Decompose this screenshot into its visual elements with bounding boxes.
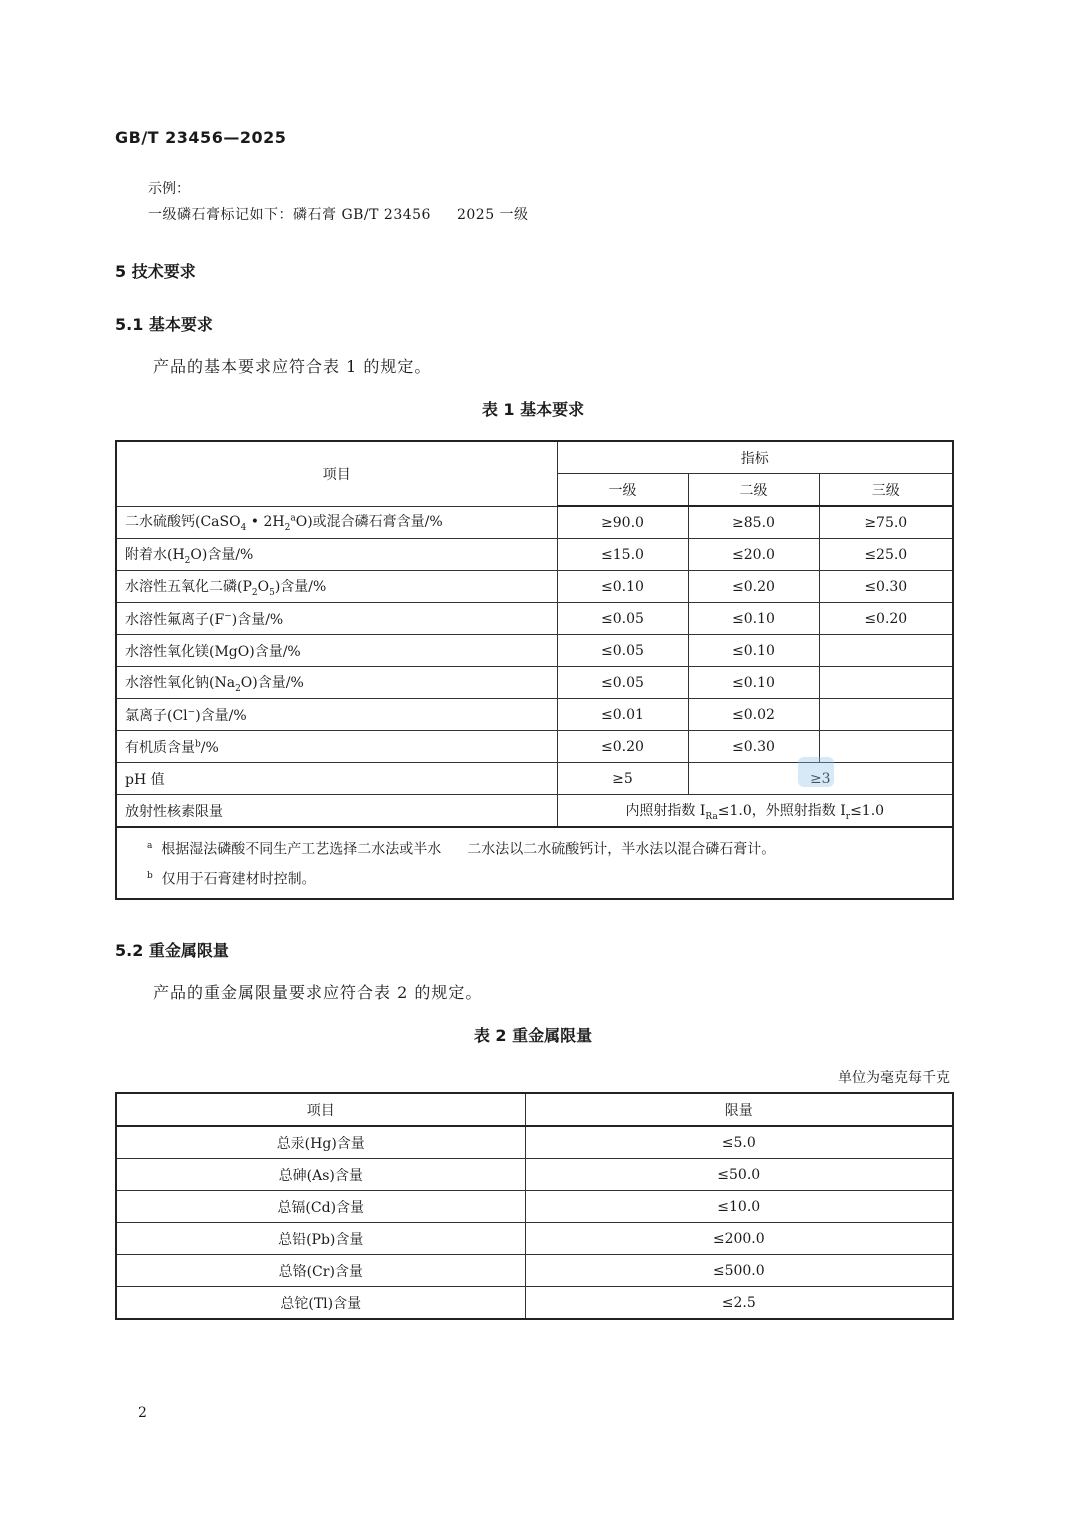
- row-label: 水溶性氧化镁(MgO)含量/%: [116, 635, 557, 667]
- footnote-a: $^a$ 根据湿法磷酸不同生产工艺选择二水法或半水 二水法以二水硫酸钙计，半水法以混合磷石膏计。: [147, 841, 776, 858]
- grade-2-value: ≤0.02: [688, 699, 819, 731]
- table1-header-item: 项目: [116, 441, 557, 506]
- table1-header-index: 指标: [557, 441, 953, 474]
- heavy-metal-limits-table: [115, 1092, 954, 1320]
- metal-limit: ≤10.0: [525, 1191, 953, 1223]
- section-5-1-paragraph: 产品的基本要求应符合表 1 的规定。: [153, 357, 432, 376]
- metal-item: 总汞(Hg)含量: [116, 1126, 525, 1159]
- grade-1-value: ≤0.05: [557, 667, 688, 699]
- grade-2-value: ≤0.30: [688, 731, 819, 763]
- table-row: [116, 1255, 953, 1287]
- ph-grade-2-3: ≥3: [688, 763, 953, 795]
- radionuclide-label: 放射性核素限量: [116, 795, 557, 828]
- basic-requirements-table: [115, 440, 954, 900]
- grade-1-value: ≥90.0: [557, 506, 688, 539]
- table-row: [116, 1191, 953, 1223]
- grade-1-value: ≤0.05: [557, 603, 688, 635]
- grade-3-value: [819, 699, 953, 731]
- grade-2-value: ≤20.0: [688, 539, 819, 571]
- table1-caption: 表 1 基本要求: [481, 400, 585, 419]
- grade-1-value: ≤0.10: [557, 571, 688, 603]
- row-label: 氯离子(Cl−)含量/%: [116, 699, 557, 731]
- table1-header-grade-3: 三级: [819, 474, 953, 507]
- metal-item: 总砷(As)含量: [116, 1159, 525, 1191]
- grade-3-value: [819, 667, 953, 699]
- ph-label: pH 值: [116, 763, 557, 795]
- grade-2-value: ≤0.10: [688, 635, 819, 667]
- metal-item: 总铅(Pb)含量: [116, 1223, 525, 1255]
- metal-limit: ≤5.0: [525, 1126, 953, 1159]
- table-row: [116, 506, 953, 539]
- grade-1-value: ≤0.05: [557, 635, 688, 667]
- grade-2-value: ≤0.10: [688, 603, 819, 635]
- grade-3-value: [819, 635, 953, 667]
- grade-2-value: ≤0.20: [688, 571, 819, 603]
- row-label: 水溶性氧化钠$(Na_2O)$含量/%: [116, 667, 557, 699]
- grade-2-value: ≥85.0: [688, 506, 819, 539]
- example-label: 示例：: [148, 181, 190, 197]
- section-5-2-title: 5.2 重金属限量: [115, 941, 229, 960]
- row-label: 水溶性五氧化二磷$(P_2O_5)$含量/%: [116, 571, 557, 603]
- table-row: [116, 667, 953, 699]
- table-row: [116, 795, 953, 828]
- row-label: 水溶性氟离子(F−)含量/%: [116, 603, 557, 635]
- table-row: [116, 571, 953, 603]
- page-number: 2: [138, 1405, 147, 1421]
- grade-1-value: ≤0.01: [557, 699, 688, 731]
- table2-header-item: 项目: [116, 1093, 525, 1126]
- table-row: [116, 699, 953, 731]
- section-5-2-paragraph: 产品的重金属限量要求应符合表 2 的规定。: [153, 983, 483, 1002]
- table1-header-grade-1: 一级: [557, 474, 688, 507]
- table-row: [116, 1223, 953, 1255]
- grade-3-value: ≥75.0: [819, 506, 953, 539]
- metal-limit: ≤200.0: [525, 1223, 953, 1255]
- table-row: [116, 603, 953, 635]
- section-5-title: 5 技术要求: [115, 262, 196, 281]
- table-row: [116, 539, 953, 571]
- grade-3-value: ≤0.30: [819, 571, 953, 603]
- table-row: [116, 635, 953, 667]
- table2-unit: 单位为毫克每千克: [838, 1070, 950, 1086]
- grade-2-value: ≤0.10: [688, 667, 819, 699]
- table1-footnotes: [116, 827, 953, 899]
- standard-number: GB/T 23456—2025: [115, 128, 287, 147]
- grade-1-value: ≤0.20: [557, 731, 688, 763]
- table2-caption: 表 2 重金属限量: [473, 1026, 593, 1045]
- table-row: [116, 1287, 953, 1320]
- row-label: 二水硫酸钙(CaSO$_4$ • $2H_2^aO$)或混合磷石膏含量/%: [116, 506, 557, 539]
- grade-3-value: ≤25.0: [819, 539, 953, 571]
- metal-limit: ≤2.5: [525, 1287, 953, 1320]
- grade-3-value: ≤0.20: [819, 603, 953, 635]
- table-row: [116, 1126, 953, 1159]
- metal-item: 总铬(Cr)含量: [116, 1255, 525, 1287]
- footnote-b: $^b$ 仅用于石膏建材时控制。: [147, 871, 316, 888]
- metal-item: 总铊(Tl)含量: [116, 1287, 525, 1320]
- table-row: [116, 1159, 953, 1191]
- section-5-1-title: 5.1 基本要求: [115, 315, 213, 334]
- watermark-logo: [798, 757, 834, 787]
- ph-grade-1: ≥5: [557, 763, 688, 795]
- metal-limit: ≤500.0: [525, 1255, 953, 1287]
- metal-item: 总镉(Cd)含量: [116, 1191, 525, 1223]
- example-text: 一级磷石膏标记如下：磷石膏 GB/T 23456 2025 一级: [148, 207, 529, 223]
- row-label: 附着水$(H_2O)$含量/%: [116, 539, 557, 571]
- grade-1-value: ≤15.0: [557, 539, 688, 571]
- table2-header-limit: 限量: [525, 1093, 953, 1126]
- metal-limit: ≤50.0: [525, 1159, 953, 1191]
- row-label: 有机质含量$^b$/%: [116, 731, 557, 763]
- radionuclide-limit: 内照射指数 $I_{Ra}\le 1.0$，外照射指数 $I_r\le 1.0$: [557, 795, 953, 828]
- table1-header-grade-2: 二级: [688, 474, 819, 507]
- grade-3-value: [819, 731, 953, 763]
